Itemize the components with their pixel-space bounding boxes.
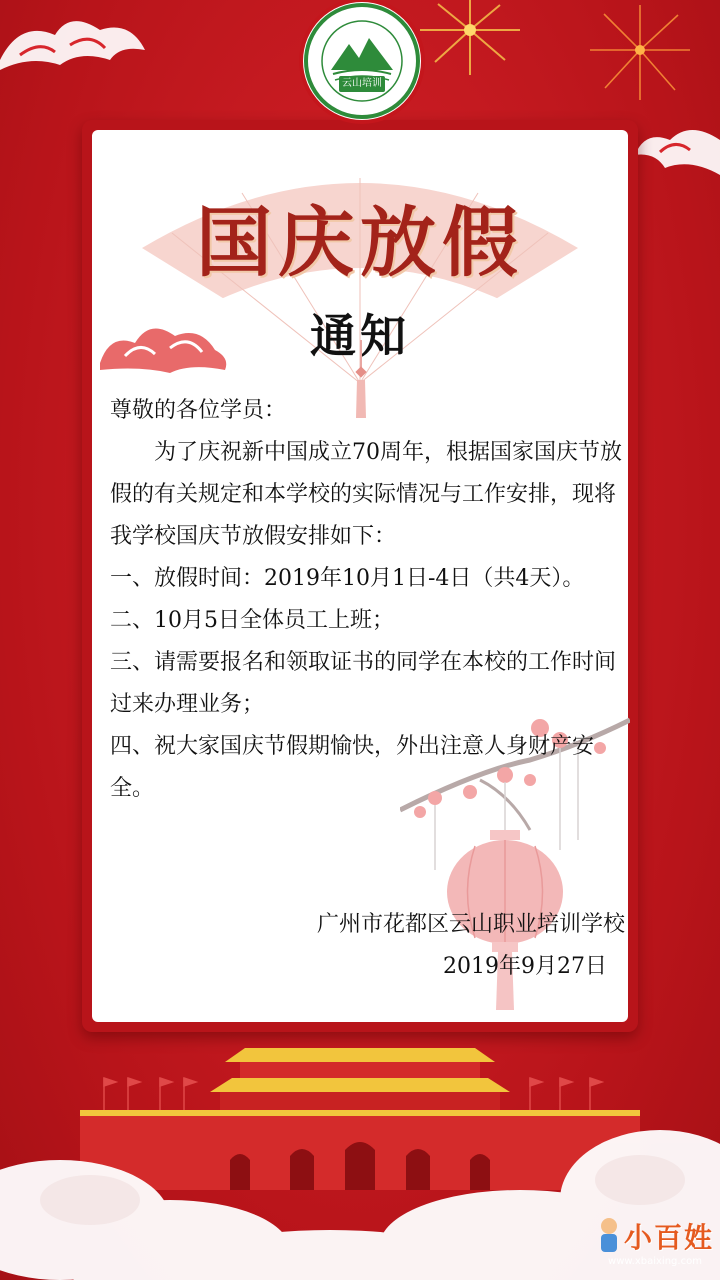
greeting: 尊敬的各位学员： — [110, 398, 287, 423]
list-item: 二、10月5日全体员工上班； — [110, 608, 394, 633]
logo-emblem-icon — [303, 2, 421, 120]
notice-body — [110, 390, 630, 810]
mascot-icon — [596, 1216, 622, 1256]
intro-paragraph: 为了庆祝新中国成立70周年，根据国家国庆节放假的有关规定和本学校的实际情况与工作安排，现将我学校国庆节放假安排如下： — [110, 440, 622, 549]
auspicious-cloud-decoration — [100, 318, 230, 378]
school-logo — [303, 2, 421, 120]
watermark-url: www.xbaixing.com — [608, 1256, 702, 1267]
auspicious-cloud-decoration — [630, 120, 720, 190]
list-item: 三、请需要报名和领取证书的同学在本校的工作时间过来办理业务； — [110, 650, 617, 717]
watermark — [596, 1212, 714, 1274]
notice-subtitle: 通知 — [310, 309, 410, 363]
notice-title: 国庆放假 — [196, 198, 524, 287]
logo-name: 云山培训 — [339, 76, 385, 92]
auspicious-cloud-decoration — [0, 10, 150, 80]
signature: 广州市花都区云山职业培训学校 — [316, 912, 625, 937]
firework-decoration — [560, 0, 720, 120]
signature-date: 2019年9月27日 — [443, 954, 607, 979]
list-item: 一、放假时间：2019年10月1日-4日（共4天）。 — [110, 566, 585, 591]
watermark-text: 小百姓 — [624, 1221, 715, 1254]
list-item: 四、祝大家国庆节假期愉快，外出注意人身财产安全。 — [110, 734, 595, 801]
